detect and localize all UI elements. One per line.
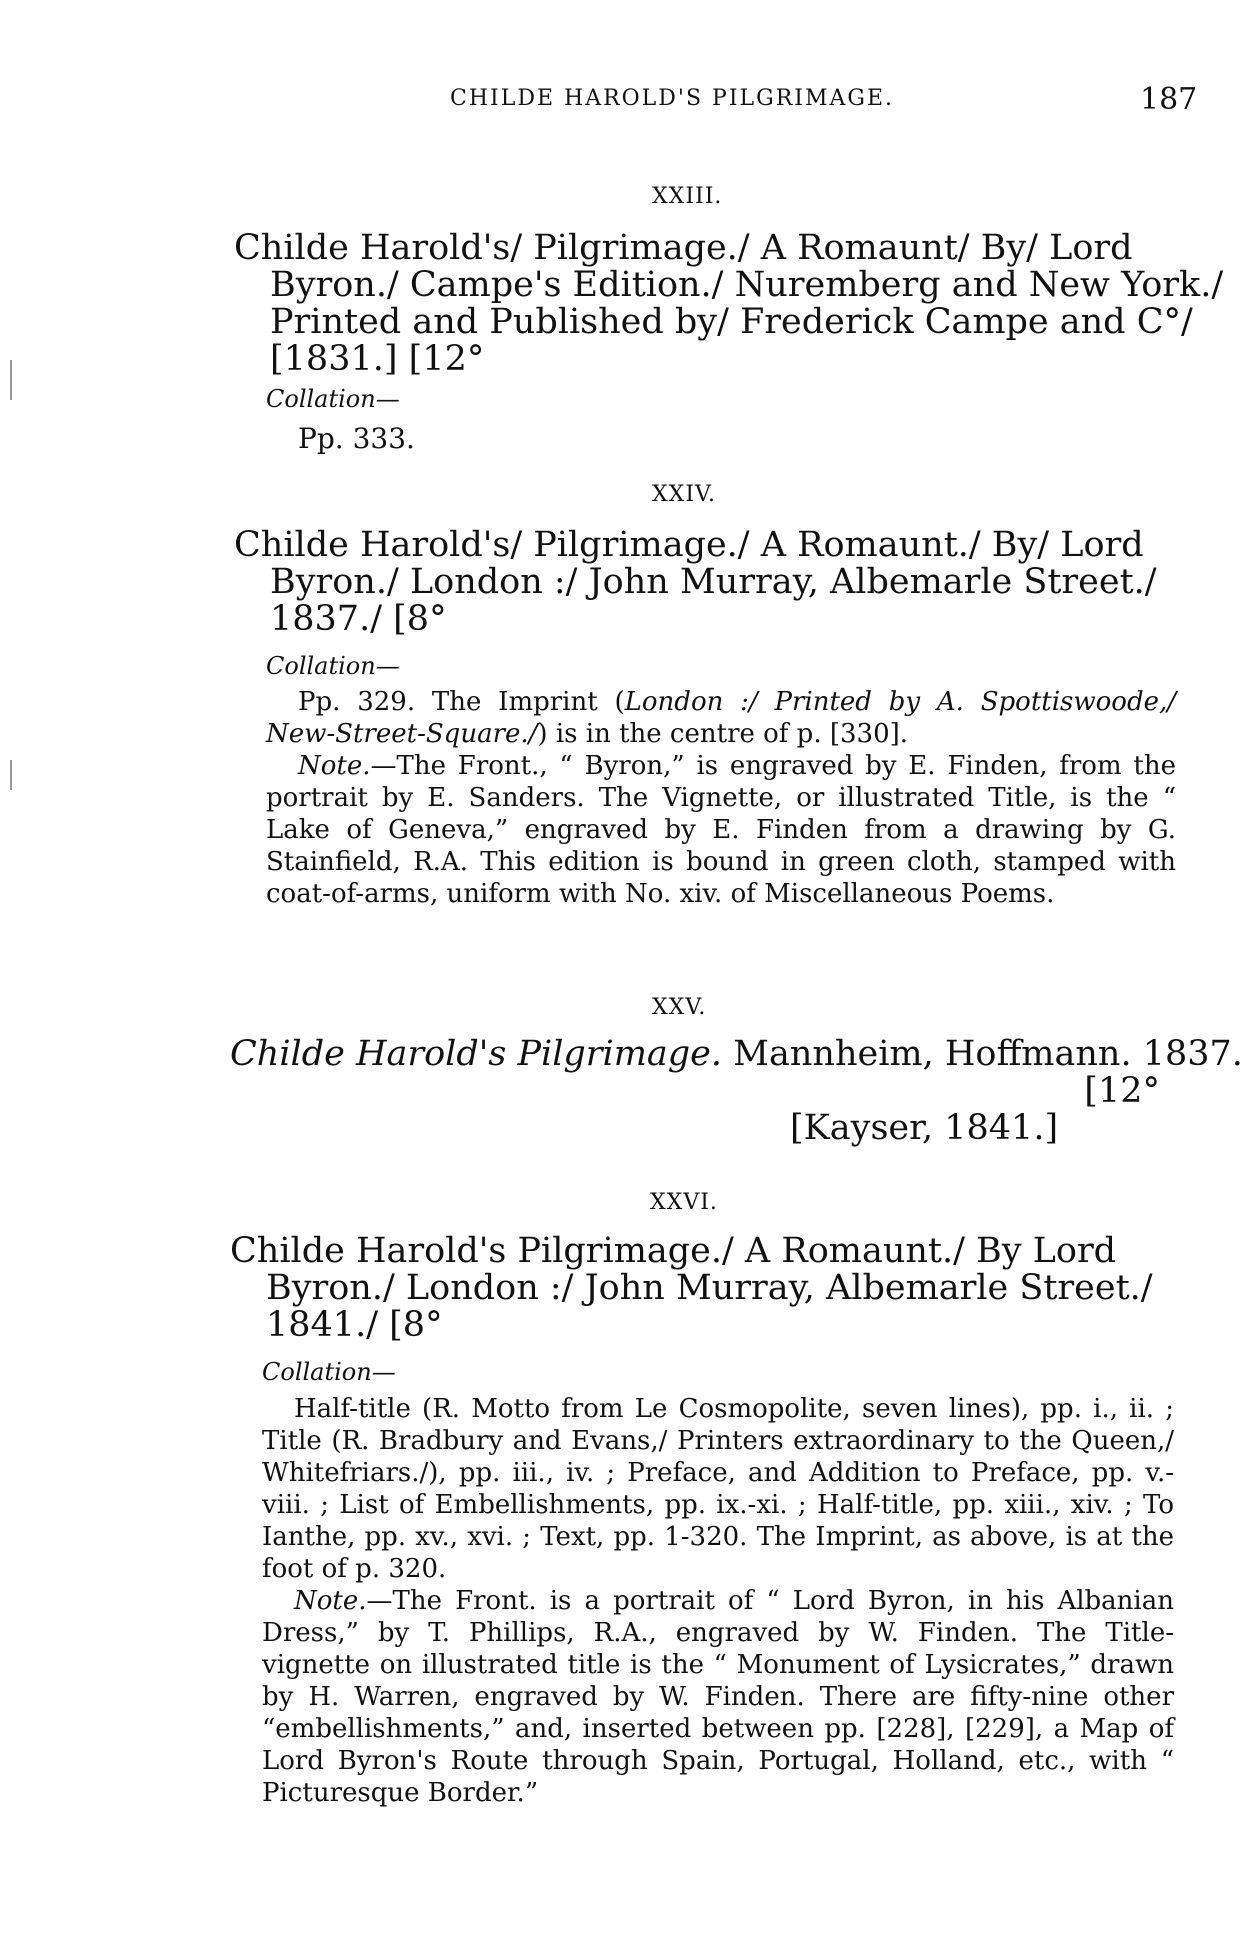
entry-title — [230, 1034, 1243, 1148]
margin-mark — [10, 360, 12, 400]
date-format-line — [234, 601, 1170, 638]
note-label: Note. — [294, 1586, 367, 1616]
title-line: Byron./ London :/ John Murray, Albemarle Street./ — [270, 562, 1157, 602]
pages-tail: ) is in the centre of p. [330]. — [537, 719, 909, 749]
entry-description — [262, 1393, 1174, 1809]
collation-paragraph: Half-title (R. Motto from Le Cosmopolite, seven lines), pp. i., ii. ; Title (R. Bradbury and Evans,/ Printers extraordinary to the Queen,/ Whitefriars./), pp. iii., iv. ; Preface, and Addition to Preface, pp. v.-viii. ; List of Embellishments, pp. ix.-xi. ; Half-title, pp. xiii., xiv. ; To Ianthe, pp. xv., xvi. ; Text, pp. 1-320. The Imprint, as above, is at the foot of p. 320. — [262, 1394, 1174, 1584]
entry-number: XXIV. — [652, 482, 717, 507]
entry-format: [12° — [408, 339, 485, 379]
title-line — [230, 1034, 1243, 1074]
entry-date: 1841./ — [266, 1305, 378, 1345]
entry-source: [Kayser, 1841.] — [790, 1108, 1059, 1148]
entry-date: 1837./ — [270, 599, 382, 639]
entry-date: [1831.] — [270, 339, 398, 379]
margin-mark — [10, 760, 12, 790]
collation-label: Collation— — [266, 385, 400, 413]
pages-paragraph — [266, 686, 1176, 750]
entry-pages: Pp. 333. — [298, 422, 415, 455]
entry-title — [234, 527, 1174, 638]
note-paragraph — [266, 750, 1176, 910]
title-line: Byron./ London :/ John Murray, Albemarle Street./ — [266, 1268, 1153, 1308]
entry-title — [234, 228, 1224, 379]
note-label: Note. — [298, 751, 371, 781]
entry-number: XXVI. — [650, 1190, 718, 1215]
date-format-line — [234, 341, 1170, 378]
title-line: Childe Harold's/ Pilgrimage./ A Romaunt./ By/ Lord — [234, 525, 1144, 565]
entry-description — [266, 686, 1176, 910]
collation-label: Collation— — [266, 652, 400, 680]
title-line: Childe Harold's/ Pilgrimage./ A Romaunt/ By/ Lord — [234, 228, 1133, 268]
title-line: Byron./ Campe's Edition./ Nuremberg and New York./ — [270, 265, 1224, 305]
entry-number: XXIII. — [652, 184, 723, 209]
page-number: 187 — [1140, 82, 1198, 117]
entry-number: XXV. — [652, 995, 707, 1020]
entry-format: [12° — [1084, 1071, 1160, 1111]
imprint-text: London :/ Printed by A. Spottiswoode,/ New-Street-Square./ — [266, 687, 1176, 749]
note-paragraph — [262, 1585, 1174, 1809]
running-title: CHILDE HAROLD'S PILGRIMAGE. — [450, 86, 895, 111]
collation-label: Collation— — [262, 1358, 396, 1386]
entry-format: [8° — [393, 599, 447, 639]
title-italic: Childe Harold's Pilgrimage. — [230, 1034, 723, 1074]
note-text: —The Front. is a portrait of “ Lord Byron, in his Albanian Dress,” by T. Phillips, R.A., engraved by W. Finden. The Title-vignette on illustrated title is the “ Monument of Lysicrates,” drawn by H. Warren, engraved by W. Finden. There are fifty-nine other “embellishments,” and, inserted between pp. [228], [229], a Map of Lord Byron's Route through Spain, Portugal, Holland, etc., with “ Picturesque Border.” — [262, 1586, 1174, 1808]
entry-format: [8° — [389, 1305, 443, 1345]
entry-title — [230, 1233, 1170, 1344]
date-format-line — [230, 1307, 1166, 1344]
title-line: Printed and Published by/ Frederick Campe and C°/ — [270, 302, 1193, 342]
note-text: —The Front., “ Byron,” is engraved by E. Finden, from the portrait by E. Sanders. The Vignette, or illustrated Title, is the “ Lake of Geneva,” engraved by E. Finden from a drawing by G. Stainfield, R.A. This edition is bound in green cloth, stamped with coat-of-arms, uniform with No. xiv. of Miscellaneous Poems. — [266, 751, 1176, 909]
title-line: Childe Harold's Pilgrimage./ A Romaunt./ By Lord — [230, 1231, 1117, 1271]
title-rest: Mannheim, Hoffmann. 1837. — [733, 1034, 1243, 1074]
pages-text: Pp. 329. The Imprint ( — [298, 687, 625, 717]
